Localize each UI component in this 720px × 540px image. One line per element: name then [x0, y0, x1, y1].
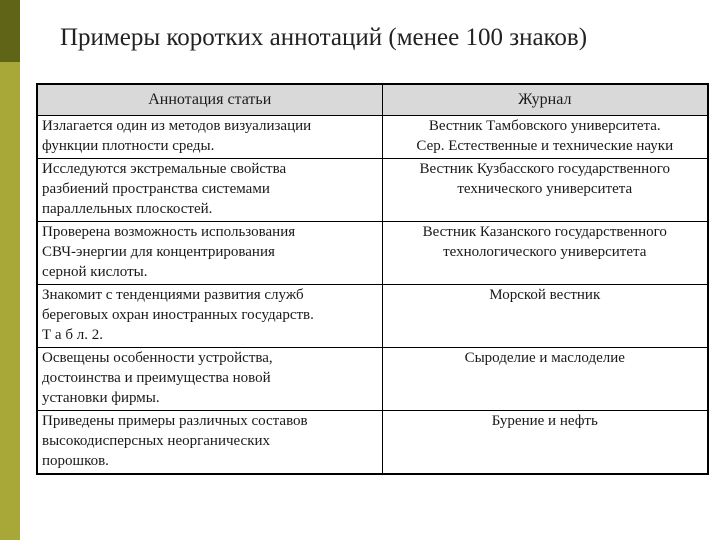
annotations-table: [36, 83, 709, 475]
annotation-line: параллельных плоскостей.: [42, 201, 213, 217]
annotation-line: функции плотности среды.: [42, 138, 215, 154]
table-row: [37, 159, 708, 222]
accent-bar-dark: [0, 0, 20, 62]
annotation-line: высокодисперсных неорганических: [42, 433, 271, 449]
annotation-line: установки фирмы.: [42, 390, 160, 406]
annotation-line: Исследуются экстремальные свойства: [42, 161, 287, 177]
annotation-line: Т а б л. 2.: [42, 327, 103, 343]
annotation-line: СВЧ-энергии для концентрирования: [42, 244, 275, 260]
journal-line: технологического университета: [443, 244, 647, 260]
table-row: [37, 116, 708, 159]
journal-line: Сер. Естественные и технические науки: [416, 138, 674, 154]
annotation-line: Приведены примеры различных составов: [42, 413, 308, 429]
annotation-cell: [37, 411, 382, 475]
journal-line: Бурение и нефть: [491, 413, 598, 429]
left-accent-bar: [0, 0, 20, 540]
journal-cell: [382, 285, 708, 348]
annotation-line: Излагается один из методов визуализации: [42, 118, 312, 134]
slide-title: Примеры коротких аннотаций (менее 100 знаков): [60, 24, 588, 51]
journal-line: Вестник Кузбасского государственного: [419, 161, 670, 177]
annotation-line: береговых охран иностранных государств.: [42, 307, 314, 323]
annotation-cell: [37, 348, 382, 411]
annotation-cell: [37, 285, 382, 348]
journal-line: Вестник Тамбовского университета.: [428, 118, 661, 134]
journal-line: Сыроделие и маслоделие: [464, 350, 625, 366]
annotation-line: Знакомит с тенденциями развития служб: [42, 287, 304, 303]
annotation-line: серной кислоты.: [42, 264, 148, 280]
journal-cell: [382, 222, 708, 285]
table-row: [37, 222, 708, 285]
annotation-line: порошков.: [42, 453, 109, 469]
annotation-line: разбиений пространства системами: [42, 181, 270, 197]
table-row: [37, 285, 708, 348]
journal-cell: [382, 411, 708, 475]
journal-line: Вестник Казанского государственного: [422, 224, 667, 240]
journal-line: Морской вестник: [489, 287, 601, 303]
table-row: [37, 411, 708, 475]
table-header-row: [37, 84, 708, 116]
annotation-line: Проверена возможность использования: [42, 224, 296, 240]
annotation-line: достоинства и преимущества новой: [42, 370, 271, 386]
accent-bar-light: [0, 62, 20, 540]
annotation-cell: [37, 222, 382, 285]
journal-cell: [382, 159, 708, 222]
table-row: [37, 348, 708, 411]
journal-line: технического университета: [457, 181, 633, 197]
column-header-journal: Журнал: [382, 84, 708, 116]
annotation-line: Освещены особенности устройства,: [42, 350, 273, 366]
journal-cell: [382, 348, 708, 411]
annotation-cell: [37, 116, 382, 159]
annotation-cell: [37, 159, 382, 222]
column-header-annotation: Аннотация статьи: [37, 84, 382, 116]
journal-cell: [382, 116, 708, 159]
